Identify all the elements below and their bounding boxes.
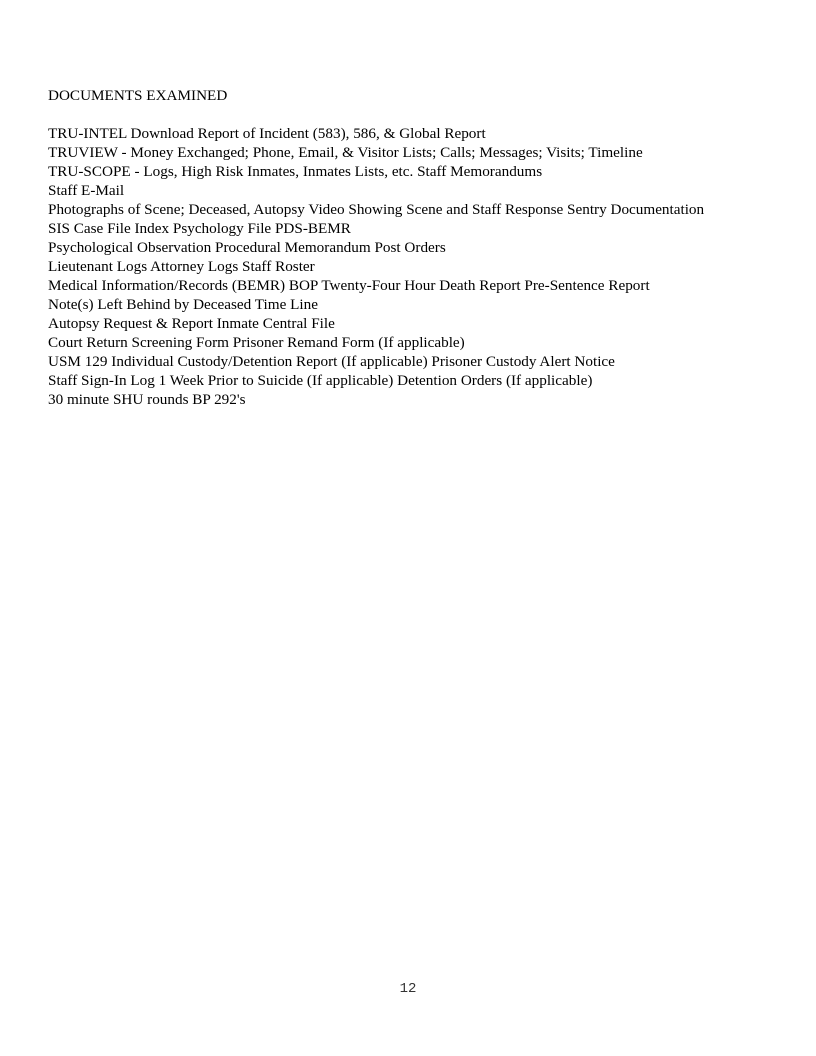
list-item: Photographs of Scene; Deceased, Autopsy Video Showing Scene and Staff Response Sentry Documentation: [48, 201, 705, 218]
documents-list: [48, 124, 704, 409]
list-item: Staff E-Mail: [48, 182, 125, 199]
list-item: Lieutenant Logs Attorney Logs Staff Roster: [48, 258, 315, 275]
page-number: 12: [399, 981, 417, 997]
list-item: Note(s) Left Behind by Deceased Time Line: [48, 296, 318, 313]
list-item: TRU-INTEL Download Report of Incident (583), 586, & Global Report: [48, 125, 486, 142]
list-item: Court Return Screening Form Prisoner Remand Form (If applicable): [48, 334, 465, 351]
list-item: TRUVIEW - Money Exchanged; Phone, Email, & Visitor Lists; Calls; Messages; Visits; Timeline: [48, 144, 643, 161]
section-heading: DOCUMENTS EXAMINED: [48, 87, 228, 104]
list-item: SIS Case File Index Psychology File PDS-BEMR: [48, 220, 351, 237]
list-item: Autopsy Request & Report Inmate Central File: [48, 315, 335, 332]
list-item: TRU-SCOPE - Logs, High Risk Inmates, Inmates Lists, etc. Staff Memorandums: [48, 163, 543, 180]
list-item: USM 129 Individual Custody/Detention Report (If applicable) Prisoner Custody Alert Notice: [48, 353, 615, 370]
list-item: 30 minute SHU rounds BP 292's: [48, 391, 246, 408]
list-item: Staff Sign-In Log 1 Week Prior to Suicide (If applicable) Detention Orders (If applicable): [48, 372, 593, 389]
list-item: Medical Information/Records (BEMR) BOP Twenty-Four Hour Death Report Pre-Sentence Report: [48, 277, 650, 294]
list-item: Psychological Observation Procedural Memorandum Post Orders: [48, 239, 446, 256]
